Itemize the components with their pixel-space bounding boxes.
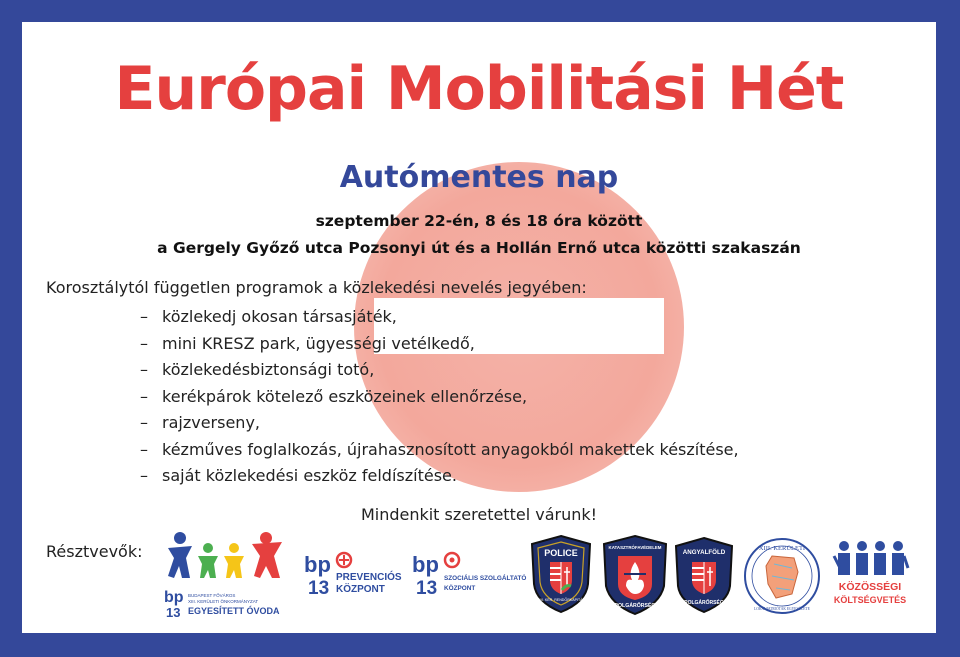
program-text: közlekedj okosan társasjáték, <box>162 307 397 326</box>
program-list <box>140 304 739 490</box>
dash-bullet: – <box>140 439 148 459</box>
event-location: a Gergely Győző utca Pozsonyi út és a Hollán Ernő utca közötti szakaszán <box>157 239 801 257</box>
poster-subtitle: Autómentes nap <box>339 160 619 195</box>
bp-mark: bp <box>164 589 184 606</box>
egyesitett-ovoda-logo <box>162 530 292 620</box>
program-text: saját közlekedési eszköz feldíszítése. <box>162 466 457 485</box>
program-text: mini KRESZ park, ügyességi vetélkedő, <box>162 333 475 353</box>
lokalpatriota-top-text: XIII. KERÜLETI <box>758 545 806 552</box>
katasztrofa-bottom-text: POLGÁRŐRSÉG <box>614 603 656 609</box>
list-item <box>140 463 739 490</box>
bp-mark: bp <box>412 552 439 577</box>
list-item <box>140 410 739 437</box>
participants-label: Résztvevők: <box>46 542 143 561</box>
katasztrofa-top-text: KATASZTRÓFAVÉDELEM <box>608 545 662 550</box>
szocialis-line-1: SZOCIÁLIS SZOLGÁLTATÓ <box>444 575 527 582</box>
event-date: szeptember 22-én, 8 és 18 óra között <box>315 212 643 230</box>
szocialis-szolgaltato-logo <box>412 550 527 600</box>
lokalpatriotak-egyesulete-logo <box>742 536 822 616</box>
dash-bullet: – <box>140 466 148 485</box>
lokalpatriota-ring-text: LOKÁLPATRIÓTÁK EGYESÜLETE <box>754 607 810 611</box>
dash-bullet: – <box>140 307 148 326</box>
programs-intro: Korosztálytól független programok a közlekedési nevelés jegyében: <box>46 278 587 297</box>
list-item <box>140 357 739 384</box>
list-item <box>140 331 739 358</box>
bp-number: 13 <box>416 578 438 599</box>
prevencios-line-2: KÖZPONT <box>336 584 385 595</box>
list-item <box>140 437 739 464</box>
prevencios-kozpont-logo <box>304 550 406 600</box>
police-top-text: POLICE <box>544 548 578 558</box>
ovoda-small-line-2: XIII. KERÜLETI ÖNKORMÁNYZAT <box>188 599 259 604</box>
angyalfold-bottom-text: POLGÁRŐRSÉG <box>684 600 724 606</box>
people-group-icon <box>834 541 908 575</box>
closing-text: Mindenkit szeretettel várunk! <box>360 505 598 524</box>
angyalfold-top-text: ANGYALFÖLD <box>682 549 726 556</box>
kozossegi-koltsegvetes-logo <box>830 536 910 612</box>
ovoda-small-line-1: BUDAPEST FŐVÁROS <box>188 593 236 598</box>
prevention-emblem-icon <box>337 553 351 567</box>
police-ring-text: BRFK XIII. KER. RENDŐRKAPITÁNYSÁG <box>526 598 596 602</box>
program-text: rajzverseny, <box>162 413 260 432</box>
program-text: közlekedésbiztonsági totó, <box>162 360 375 379</box>
flame-emblem-icon <box>618 556 652 600</box>
children-figures-icon <box>168 532 282 578</box>
dash-bullet: – <box>140 413 148 432</box>
bp-number: 13 <box>166 605 181 620</box>
katasztrofavedelem-polgarorseg-logo <box>602 534 668 616</box>
social-emblem-icon <box>445 553 459 567</box>
kozossegi-line-2: KÖLTSÉGVETÉS <box>833 595 907 605</box>
dash-bullet: – <box>140 360 148 379</box>
program-text: kézműves foglalkozás, újrahasznosított anyagokból makettek készítése, <box>162 439 739 459</box>
list-item <box>140 304 739 331</box>
ovoda-name: EGYESÍTETT ÓVODA <box>188 606 280 616</box>
bp-number: 13 <box>308 578 330 599</box>
list-item <box>140 384 739 411</box>
szocialis-line-2: KÖZPONT <box>444 585 476 592</box>
prevencios-line-1: PREVENCIÓS <box>336 572 402 583</box>
dash-bullet: – <box>140 386 148 406</box>
program-text: kerékpárok kötelező eszközeinek ellenőrzése, <box>162 386 528 406</box>
police-badge-logo <box>526 534 596 614</box>
dash-bullet: – <box>140 333 148 353</box>
poster-title: Európai Mobilitási Hét <box>114 54 844 124</box>
kozossegi-line-1: KÖZÖSSÉGI <box>838 581 902 593</box>
poster <box>22 22 936 633</box>
angyalfold-polgarorseg-logo <box>674 536 734 614</box>
bp-mark: bp <box>304 552 331 577</box>
